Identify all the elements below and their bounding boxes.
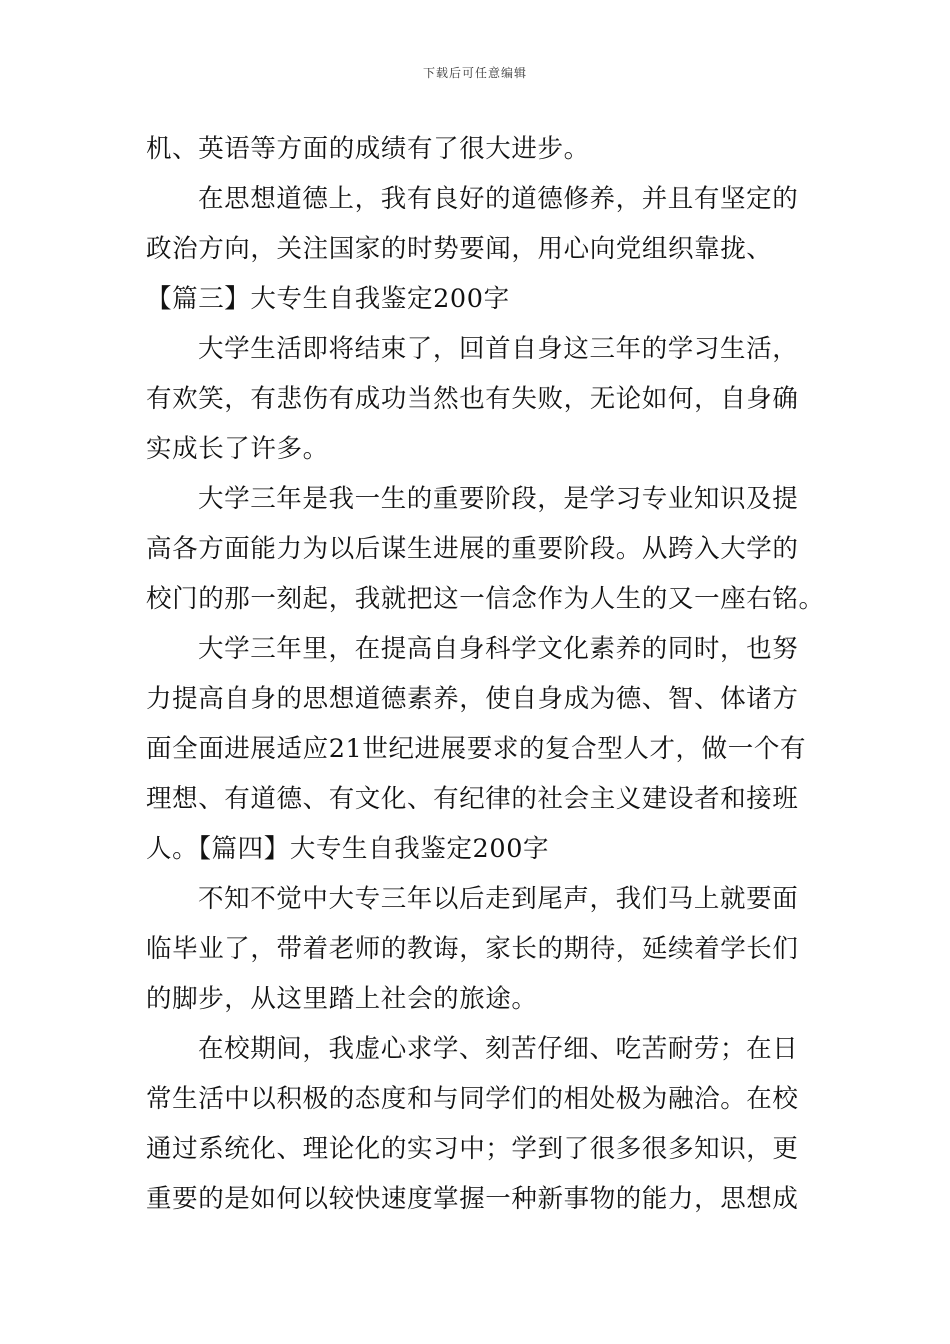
text-line: 校门的那一刻起，我就把这一信念作为人生的又一座右铭。 xyxy=(146,584,825,614)
paragraph-first-line: 在思想道德上，我有良好的道德修养，并且有坚定的 xyxy=(198,184,799,214)
text-line: 临毕业了，带着老师的教诲，家长的期待，延续着学长们 xyxy=(146,934,799,964)
paragraph-first-line: 大学生活即将结束了，回首自身这三年的学习生活， xyxy=(198,334,799,364)
page-header: 下载后可任意编辑 xyxy=(422,66,527,80)
text-line: 机、英语等方面的成绩有了很大进步。 xyxy=(146,134,590,164)
text-line: 通过系统化、理论化的实习中；学到了很多很多知识，更 xyxy=(146,1134,799,1164)
paragraph-first-line: 在校期间，我虚心求学、刻苦仔细、吃苦耐劳；在日 xyxy=(198,1034,799,1064)
text-line: 的脚步，从这里踏上社会的旅途。 xyxy=(146,984,538,1014)
text-line: 常生活中以积极的态度和与同学们的相处极为融洽。在校 xyxy=(146,1084,799,1114)
paragraph-first-line: 不知不觉中大专三年以后走到尾声，我们马上就要面 xyxy=(198,884,799,914)
text-line: 重要的是如何以较快速度掌握一种新事物的能力，思想成 xyxy=(146,1184,799,1214)
text-line: 有欢笑，有悲伤有成功当然也有失败，无论如何，自身确 xyxy=(146,384,799,414)
text-line: 面全面进展适应21世纪进展要求的复合型人才，做一个有 xyxy=(146,734,807,764)
section-heading-line: 人。【篇四】大专生自我鉴定200字 xyxy=(146,834,550,864)
text-line: 理想、有道德、有文化、有纪律的社会主义建设者和接班 xyxy=(146,784,799,814)
text-line: 实成长了许多。 xyxy=(146,434,329,464)
section-heading: 【篇三】大专生自我鉴定200字 xyxy=(146,284,510,314)
text-line: 力提高自身的思想道德素养，使自身成为德、智、体诸方 xyxy=(146,684,799,714)
text-line: 高各方面能力为以后谋生进展的重要阶段。从跨入大学的 xyxy=(146,534,799,564)
text-line: 政治方向，关注国家的时势要闻，用心向党组织靠拢、 xyxy=(146,234,773,264)
paragraph-first-line: 大学三年是我一生的重要阶段，是学习专业知识及提 xyxy=(198,484,799,514)
paragraph-first-line: 大学三年里，在提高自身科学文化素养的同时，也努 xyxy=(198,634,799,664)
